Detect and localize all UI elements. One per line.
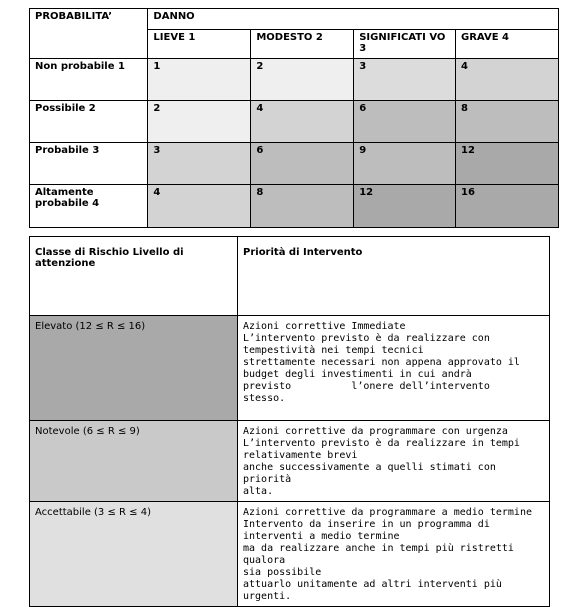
description-line: interventi a medio termine xyxy=(243,531,400,542)
risk-class-cell: Notevole (6 ≤ R ≤ 9) xyxy=(30,421,238,502)
probability-label: Non probabile 1 xyxy=(30,59,148,101)
description-line: Intervento da inserire in un programma di xyxy=(243,519,490,530)
description-line: L’intervento previsto è da realizzare con xyxy=(243,333,490,344)
matrix-cell: 4 xyxy=(148,185,251,228)
risk-class-cell: Accettabile (3 ≤ R ≤ 4) xyxy=(30,502,238,607)
matrix-cell: 3 xyxy=(354,59,456,101)
description-line: tempestività nei tempi tecnici xyxy=(243,345,424,356)
damage-level-3: SIGNIFICATI VO 3 xyxy=(354,30,456,59)
priority-description xyxy=(238,502,550,607)
priority-description xyxy=(238,316,550,421)
risk-row xyxy=(30,502,550,607)
probability-label: Probabile 3 xyxy=(30,143,148,185)
description-line: Azioni correttive da programmare con urgenza xyxy=(243,426,508,437)
matrix-cell: 8 xyxy=(456,101,559,143)
description-line: anche successivamente a quelli stimati con priorità xyxy=(243,462,496,485)
description-line: strettamente necessari non appena approvato il xyxy=(243,357,520,368)
matrix-row xyxy=(30,143,559,185)
matrix-header-row xyxy=(30,9,559,30)
matrix-cell: 3 xyxy=(148,143,251,185)
risk-row xyxy=(30,421,550,502)
matrix-cell: 2 xyxy=(251,59,354,101)
matrix-cell: 6 xyxy=(251,143,354,185)
probability-label: Possibile 2 xyxy=(30,101,148,143)
risk-matrix-table xyxy=(29,8,559,228)
matrix-row xyxy=(30,101,559,143)
matrix-cell: 12 xyxy=(456,143,559,185)
damage-level-1: LIEVE 1 xyxy=(148,30,251,59)
matrix-row xyxy=(30,59,559,101)
description-line: attuarlo unitamente ad altri interventi più urgenti. xyxy=(243,579,502,602)
risk-row xyxy=(30,316,550,421)
risk-class-header: Classe di Rischio Livello di attenzione xyxy=(30,237,238,316)
matrix-cell: 2 xyxy=(148,101,251,143)
probability-header: PROBABILITA’ xyxy=(30,9,148,59)
description-line: L’intervento previsto è da realizzare in tempi xyxy=(243,438,520,449)
probability-label: Altamente probabile 4 xyxy=(30,185,148,228)
priority-header: Priorità di Intervento xyxy=(238,237,550,316)
priority-description xyxy=(238,421,550,502)
description-line: alta. xyxy=(243,486,274,497)
description-line: Azioni correttive Immediate xyxy=(243,321,406,332)
matrix-cell: 1 xyxy=(148,59,251,101)
description-line: sia possibile xyxy=(243,567,322,578)
risk-header-row xyxy=(30,237,550,316)
description-line: stesso. xyxy=(243,393,286,404)
matrix-cell: 4 xyxy=(251,101,354,143)
matrix-cell: 16 xyxy=(456,185,559,228)
matrix-cell: 9 xyxy=(354,143,456,185)
matrix-cell: 4 xyxy=(456,59,559,101)
damage-level-2: MODESTO 2 xyxy=(251,30,354,59)
description-line: relativamente brevi xyxy=(243,450,358,461)
damage-level-4: GRAVE 4 xyxy=(456,30,559,59)
damage-header: DANNO xyxy=(148,9,559,30)
description-line: budget degli investimenti in cui andrà xyxy=(243,369,472,380)
matrix-cell: 6 xyxy=(354,101,456,143)
risk-class-table xyxy=(29,236,550,607)
description-line: ma da realizzare anche in tempi più ristretti qualora xyxy=(243,543,514,566)
description-line: previsto l’onere dell’intervento xyxy=(243,381,490,392)
description-line: Azioni correttive da programmare a medio termine xyxy=(243,507,532,518)
risk-class-cell: Elevato (12 ≤ R ≤ 16) xyxy=(30,316,238,421)
matrix-row xyxy=(30,185,559,228)
matrix-cell: 12 xyxy=(354,185,456,228)
matrix-cell: 8 xyxy=(251,185,354,228)
